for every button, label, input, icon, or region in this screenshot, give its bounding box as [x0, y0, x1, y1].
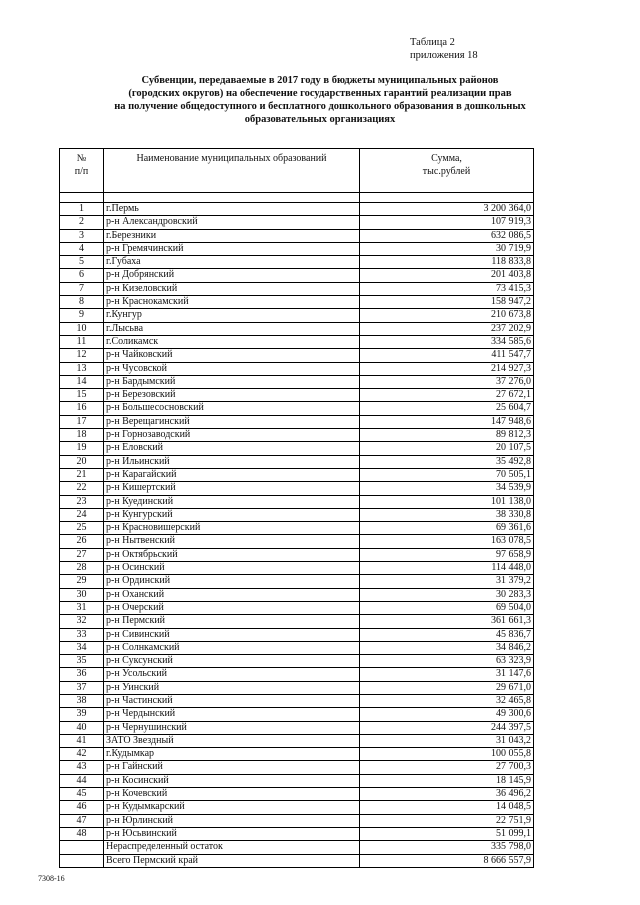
amount: 38 330,8 — [360, 508, 534, 521]
municipality-name: р-н Александровский — [104, 216, 360, 229]
table-row — [60, 708, 534, 721]
amount: 32 465,8 — [360, 694, 534, 707]
header-number-line1: № — [76, 153, 87, 164]
row-number: 46 — [60, 801, 104, 814]
header-number-line2: п/п — [74, 166, 89, 177]
row-number: 35 — [60, 655, 104, 668]
table-reference — [410, 36, 478, 62]
row-number: 39 — [60, 708, 104, 721]
municipality-name: р-н Чернушинский — [104, 721, 360, 734]
title-line: образовательных организациях — [244, 114, 396, 125]
municipality-name: р-н Бардымский — [104, 375, 360, 388]
amount: 27 700,3 — [360, 761, 534, 774]
amount: 30 283,3 — [360, 588, 534, 601]
table-row — [60, 814, 534, 827]
amount: 31 043,2 — [360, 734, 534, 747]
table-row — [60, 455, 534, 468]
table-row — [60, 522, 534, 535]
table-row — [60, 774, 534, 787]
row-number: 34 — [60, 641, 104, 654]
amount: 201 403,8 — [360, 269, 534, 282]
row-number: 27 — [60, 548, 104, 561]
table-row — [60, 721, 534, 734]
table-row — [60, 402, 534, 415]
municipality-name: р-н Гайнский — [104, 761, 360, 774]
spacer-cell — [104, 193, 360, 203]
table-row — [60, 508, 534, 521]
amount: 20 107,5 — [360, 442, 534, 455]
amount: 29 671,0 — [360, 681, 534, 694]
municipality-name: Всего Пермский край — [104, 854, 360, 867]
table-row — [60, 389, 534, 402]
row-number: 30 — [60, 588, 104, 601]
table-row — [60, 628, 534, 641]
amount: 49 300,6 — [360, 708, 534, 721]
row-number: 22 — [60, 482, 104, 495]
municipality-name: р-н Еловский — [104, 442, 360, 455]
amount: 411 547,7 — [360, 349, 534, 362]
municipality-name: р-н Кунгурский — [104, 508, 360, 521]
municipality-name: Нераспределенный остаток — [104, 841, 360, 854]
municipality-name: р-н Чайковский — [104, 349, 360, 362]
table-row — [60, 761, 534, 774]
row-number: 45 — [60, 788, 104, 801]
row-number — [60, 854, 104, 867]
municipality-name: р-н Октябрьский — [104, 548, 360, 561]
table-row — [60, 694, 534, 707]
table-row — [60, 854, 534, 867]
municipality-name: р-н Большесосновский — [104, 402, 360, 415]
title-line: (городских округов) на обеспечение государственных гарантий реализации прав — [128, 88, 512, 99]
title-line: Субвенции, передаваемые в 2017 году в бюджеты муниципальных районов — [141, 75, 499, 86]
row-number: 44 — [60, 774, 104, 787]
amount: 114 448,0 — [360, 562, 534, 575]
row-number: 25 — [60, 522, 104, 535]
table-row — [60, 242, 534, 255]
amount: 22 751,9 — [360, 814, 534, 827]
municipality-name: ЗАТО Звездный — [104, 734, 360, 747]
municipality-name: р-н Очерский — [104, 601, 360, 614]
municipality-name: г.Кунгур — [104, 309, 360, 322]
municipality-name: р-н Верещагинский — [104, 415, 360, 428]
row-number: 38 — [60, 694, 104, 707]
municipality-name: р-н Усольский — [104, 668, 360, 681]
row-number: 23 — [60, 495, 104, 508]
row-number: 20 — [60, 455, 104, 468]
row-number: 19 — [60, 442, 104, 455]
header-sum — [360, 149, 534, 193]
amount: 73 415,3 — [360, 282, 534, 295]
row-number: 3 — [60, 229, 104, 242]
table-row — [60, 362, 534, 375]
table-row — [60, 229, 534, 242]
row-number: 13 — [60, 362, 104, 375]
municipality-name: р-н Оханский — [104, 588, 360, 601]
title-line: на получение общедоступного и бесплатного дошкольного образования в дошкольных — [114, 101, 526, 112]
table-row — [60, 601, 534, 614]
amount: 214 927,3 — [360, 362, 534, 375]
municipality-name: р-н Куединский — [104, 495, 360, 508]
amount: 158 947,2 — [360, 296, 534, 309]
table-header-row — [60, 149, 534, 193]
amount: 30 719,9 — [360, 242, 534, 255]
table-row — [60, 322, 534, 335]
table-row — [60, 495, 534, 508]
row-number: 14 — [60, 375, 104, 388]
table-row — [60, 588, 534, 601]
header-spacer-row — [60, 193, 534, 203]
amount: 97 658,9 — [360, 548, 534, 561]
row-number: 28 — [60, 562, 104, 575]
table-row — [60, 335, 534, 348]
amount: 31 379,2 — [360, 575, 534, 588]
municipality-name: р-н Добрянский — [104, 269, 360, 282]
table-row — [60, 415, 534, 428]
amount: 335 798,0 — [360, 841, 534, 854]
row-number — [60, 841, 104, 854]
table-row — [60, 681, 534, 694]
amount: 18 145,9 — [360, 774, 534, 787]
amount: 244 397,5 — [360, 721, 534, 734]
municipality-name: р-н Нытвенский — [104, 535, 360, 548]
table-row — [60, 482, 534, 495]
row-number: 31 — [60, 601, 104, 614]
municipality-name: р-н Краснокамский — [104, 296, 360, 309]
row-number: 26 — [60, 535, 104, 548]
municipality-name: р-н Чердынский — [104, 708, 360, 721]
table-row — [60, 256, 534, 269]
row-number: 47 — [60, 814, 104, 827]
table-row — [60, 827, 534, 840]
amount: 107 919,3 — [360, 216, 534, 229]
row-number: 21 — [60, 468, 104, 481]
row-number: 15 — [60, 389, 104, 402]
municipality-name: р-н Осинский — [104, 562, 360, 575]
table-row — [60, 349, 534, 362]
table-row — [60, 442, 534, 455]
municipality-name: р-н Сивинский — [104, 628, 360, 641]
table-row — [60, 641, 534, 654]
municipality-name: р-н Солнкамский — [104, 641, 360, 654]
amount: 63 323,9 — [360, 655, 534, 668]
row-number: 9 — [60, 309, 104, 322]
municipality-name: г.Соликамск — [104, 335, 360, 348]
amount: 210 673,8 — [360, 309, 534, 322]
amount: 8 666 557,9 — [360, 854, 534, 867]
municipality-name: р-н Частинский — [104, 694, 360, 707]
municipality-name: р-н Юрлинский — [104, 814, 360, 827]
table-row — [60, 296, 534, 309]
amount: 27 672,1 — [360, 389, 534, 402]
row-number: 16 — [60, 402, 104, 415]
amount: 34 539,9 — [360, 482, 534, 495]
amount: 25 604,7 — [360, 402, 534, 415]
appendix-label: приложения 18 — [410, 50, 478, 61]
municipality-name: г.Кудымкар — [104, 748, 360, 761]
table-row — [60, 801, 534, 814]
row-number: 12 — [60, 349, 104, 362]
municipality-name: г.Березники — [104, 229, 360, 242]
row-number: 4 — [60, 242, 104, 255]
amount: 14 048,5 — [360, 801, 534, 814]
header-name: Наименование муниципальных образований — [104, 149, 360, 193]
row-number: 6 — [60, 269, 104, 282]
amount: 36 496,2 — [360, 788, 534, 801]
amount: 70 505,1 — [360, 468, 534, 481]
amount: 147 948,6 — [360, 415, 534, 428]
header-sum-line2: тыс.рублей — [422, 166, 471, 177]
table-row — [60, 216, 534, 229]
table-row — [60, 575, 534, 588]
row-number: 24 — [60, 508, 104, 521]
amount: 35 492,8 — [360, 455, 534, 468]
row-number: 1 — [60, 203, 104, 216]
table-label: Таблица 2 — [410, 37, 455, 48]
row-number: 40 — [60, 721, 104, 734]
amount: 69 361,6 — [360, 522, 534, 535]
row-number: 43 — [60, 761, 104, 774]
document-code: 7308-16 — [38, 874, 65, 883]
row-number: 37 — [60, 681, 104, 694]
municipality-name: г.Пермь — [104, 203, 360, 216]
municipality-name: р-н Березовский — [104, 389, 360, 402]
table-row — [60, 615, 534, 628]
amount: 31 147,6 — [360, 668, 534, 681]
table-row — [60, 734, 534, 747]
municipality-name: г.Лысьва — [104, 322, 360, 335]
table-row — [60, 562, 534, 575]
table-row — [60, 668, 534, 681]
row-number: 5 — [60, 256, 104, 269]
subsidies-table — [59, 148, 534, 868]
amount: 163 078,5 — [360, 535, 534, 548]
table-row — [60, 655, 534, 668]
municipality-name: р-н Карагайский — [104, 468, 360, 481]
row-number: 29 — [60, 575, 104, 588]
table-row — [60, 429, 534, 442]
row-number: 18 — [60, 429, 104, 442]
amount: 3 200 364,0 — [360, 203, 534, 216]
amount: 118 833,8 — [360, 256, 534, 269]
municipality-name: г.Губаха — [104, 256, 360, 269]
table-row — [60, 269, 534, 282]
table-row — [60, 309, 534, 322]
row-number: 8 — [60, 296, 104, 309]
table-row — [60, 203, 534, 216]
municipality-name: р-н Кочевский — [104, 788, 360, 801]
row-number: 32 — [60, 615, 104, 628]
document-title — [60, 74, 580, 126]
amount: 237 202,9 — [360, 322, 534, 335]
municipality-name: р-н Уинский — [104, 681, 360, 694]
municipality-name: р-н Кишертский — [104, 482, 360, 495]
municipality-name: р-н Ильинский — [104, 455, 360, 468]
municipality-name: р-н Гремячинский — [104, 242, 360, 255]
amount: 45 836,7 — [360, 628, 534, 641]
table-row — [60, 282, 534, 295]
row-number: 33 — [60, 628, 104, 641]
row-number: 7 — [60, 282, 104, 295]
spacer-cell — [60, 193, 104, 203]
amount: 334 585,6 — [360, 335, 534, 348]
row-number: 10 — [60, 322, 104, 335]
table-row — [60, 468, 534, 481]
row-number: 48 — [60, 827, 104, 840]
municipality-name: р-н Юсьвинский — [104, 827, 360, 840]
row-number: 11 — [60, 335, 104, 348]
table-row — [60, 841, 534, 854]
table-row — [60, 375, 534, 388]
amount: 361 661,3 — [360, 615, 534, 628]
municipality-name: р-н Горнозаводский — [104, 429, 360, 442]
municipality-name: р-н Красновишерский — [104, 522, 360, 535]
row-number: 42 — [60, 748, 104, 761]
amount: 37 276,0 — [360, 375, 534, 388]
municipality-name: р-н Кизеловский — [104, 282, 360, 295]
row-number: 36 — [60, 668, 104, 681]
table-row — [60, 788, 534, 801]
municipality-name: р-н Суксунский — [104, 655, 360, 668]
table-row — [60, 548, 534, 561]
amount: 632 086,5 — [360, 229, 534, 242]
amount: 101 138,0 — [360, 495, 534, 508]
header-number — [60, 149, 104, 193]
amount: 51 099,1 — [360, 827, 534, 840]
municipality-name: р-н Кудымкарский — [104, 801, 360, 814]
header-sum-line1: Сумма, — [431, 153, 462, 164]
municipality-name: р-н Пермский — [104, 615, 360, 628]
table-row — [60, 748, 534, 761]
spacer-cell — [360, 193, 534, 203]
amount: 89 812,3 — [360, 429, 534, 442]
municipality-name: р-н Чусовской — [104, 362, 360, 375]
amount: 100 055,8 — [360, 748, 534, 761]
row-number: 41 — [60, 734, 104, 747]
amount: 34 846,2 — [360, 641, 534, 654]
table-row — [60, 535, 534, 548]
municipality-name: р-н Косинский — [104, 774, 360, 787]
municipality-name: р-н Ординский — [104, 575, 360, 588]
amount: 69 504,0 — [360, 601, 534, 614]
row-number: 17 — [60, 415, 104, 428]
row-number: 2 — [60, 216, 104, 229]
